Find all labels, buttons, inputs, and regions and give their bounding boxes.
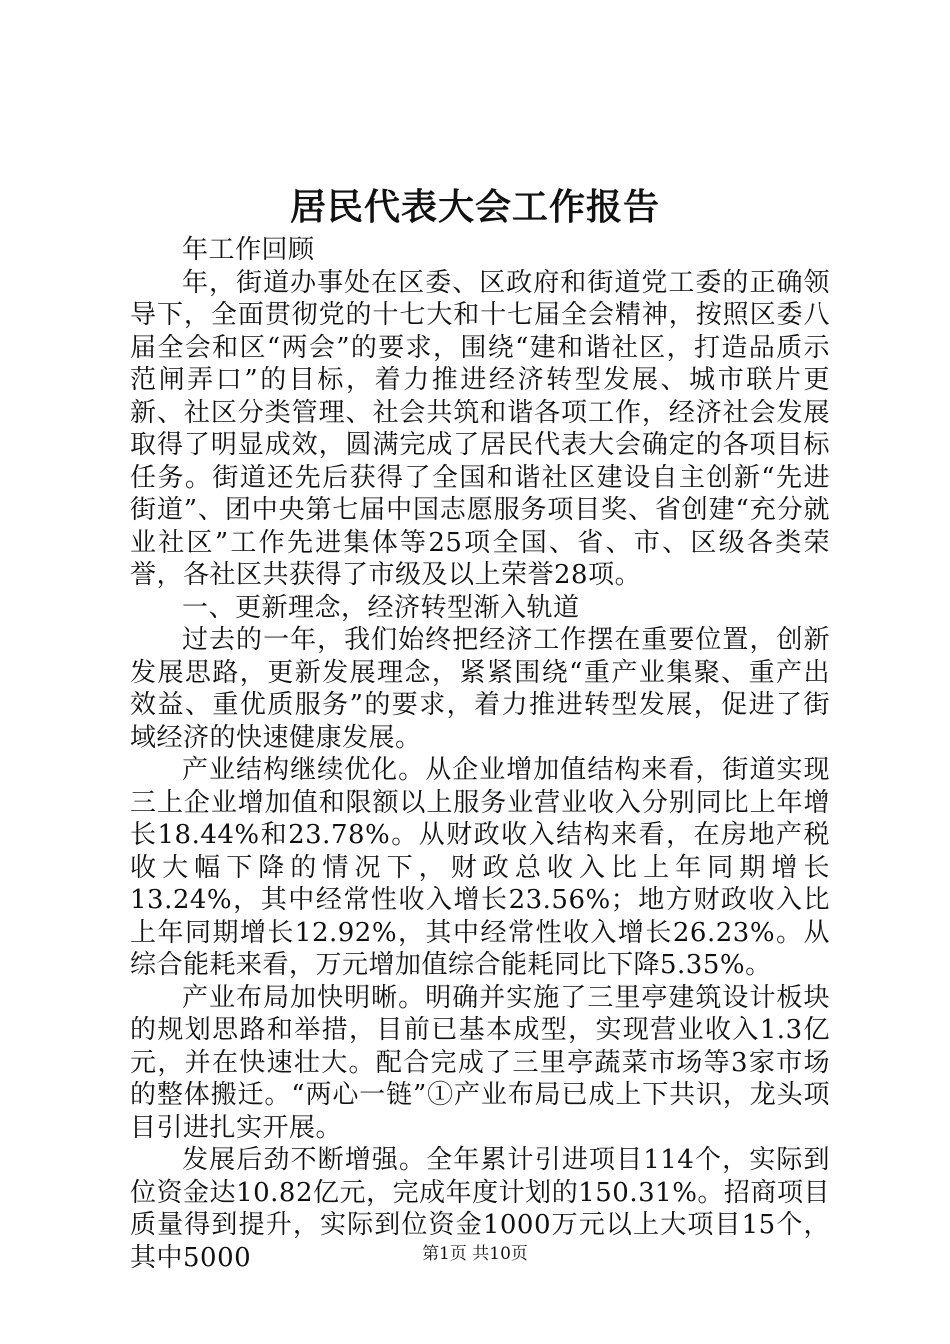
section-heading-review: 年工作回顾 [182,235,315,265]
paragraph-economy-intro: 过去的一年，我们始终把经济工作摆在重要位置，创新发展思路，更新发展理念，紧紧围绕“重产业集聚、重产出效益、重优质服务”的要求，着力推进转型发展，促进了街域经济的快速健康发展。 [130,625,830,753]
section-heading-economy: 一、更新理念，经济转型渐入轨道 [182,592,580,623]
page-number-footer: 第1页 共10页 [422,1244,528,1264]
document-title: 居民代表大会工作报告 [289,186,660,228]
document-body [130,234,830,1274]
paragraph-overview: 年，街道办事处在区委、区政府和街道党工委的正确领导下，全面贯彻党的十七大和十七届全会精神，按照区委八届全会和区“两会”的要求，围绕“建和谐社区，打造品质示范闸弄口”的目标，着力推进经济转型发展、城市联片更新、社区分类管理、社会共筑和谐各项工作，经济社会发展取得了明显成效，圆满完成了居民代表大会确定的各项目标任务。街道还先后获得了全国和谐社区建设自主创新“先进街道”、团中央第七届中国志愿服务项目奖、省创建“充分就业社区”工作先进集体等25项全国、省、市、区级各类荣誉，各社区共获得了市级及以上荣誉28项。 [130,267,830,590]
paragraph-industry-layout: 产业布局加快明晰。明确并实施了三里亭建筑设计板块的规划思路和举措，目前已基本成型，实现营业收入1.3亿元，并在快速壮大。配合完成了三里亭蔬菜市场等3家市场的整体搬迁。“两心一链”①产业布局已成上下共识，龙头项目引进扎实开展。 [130,982,830,1143]
paragraph-industry-structure: 产业结构继续优化。从企业增加值结构来看，街道实现三上企业增加值和限额以上服务业营业收入分别同比上年增长18.44%和23.78%。从财政收入结构来看，在房地产税收大幅下降的情况下，财政总收入比上年同期增长13.24%，其中经常性收入增长23.56%；地方财政收入比上年同期增长12.92%，其中经常性收入增长26.23%。从综合能耗来看，万元增加值综合能耗同比下降5.35%。 [130,755,830,980]
paragraph-development-momentum: 发展后劲不断增强。全年累计引进项目114个，实际到位资金达10.82亿元，完成年度计划的150.31%。招商项目质量得到提升，实际到位资金1000万元以上大项目15个，其中5000 [130,1145,830,1273]
